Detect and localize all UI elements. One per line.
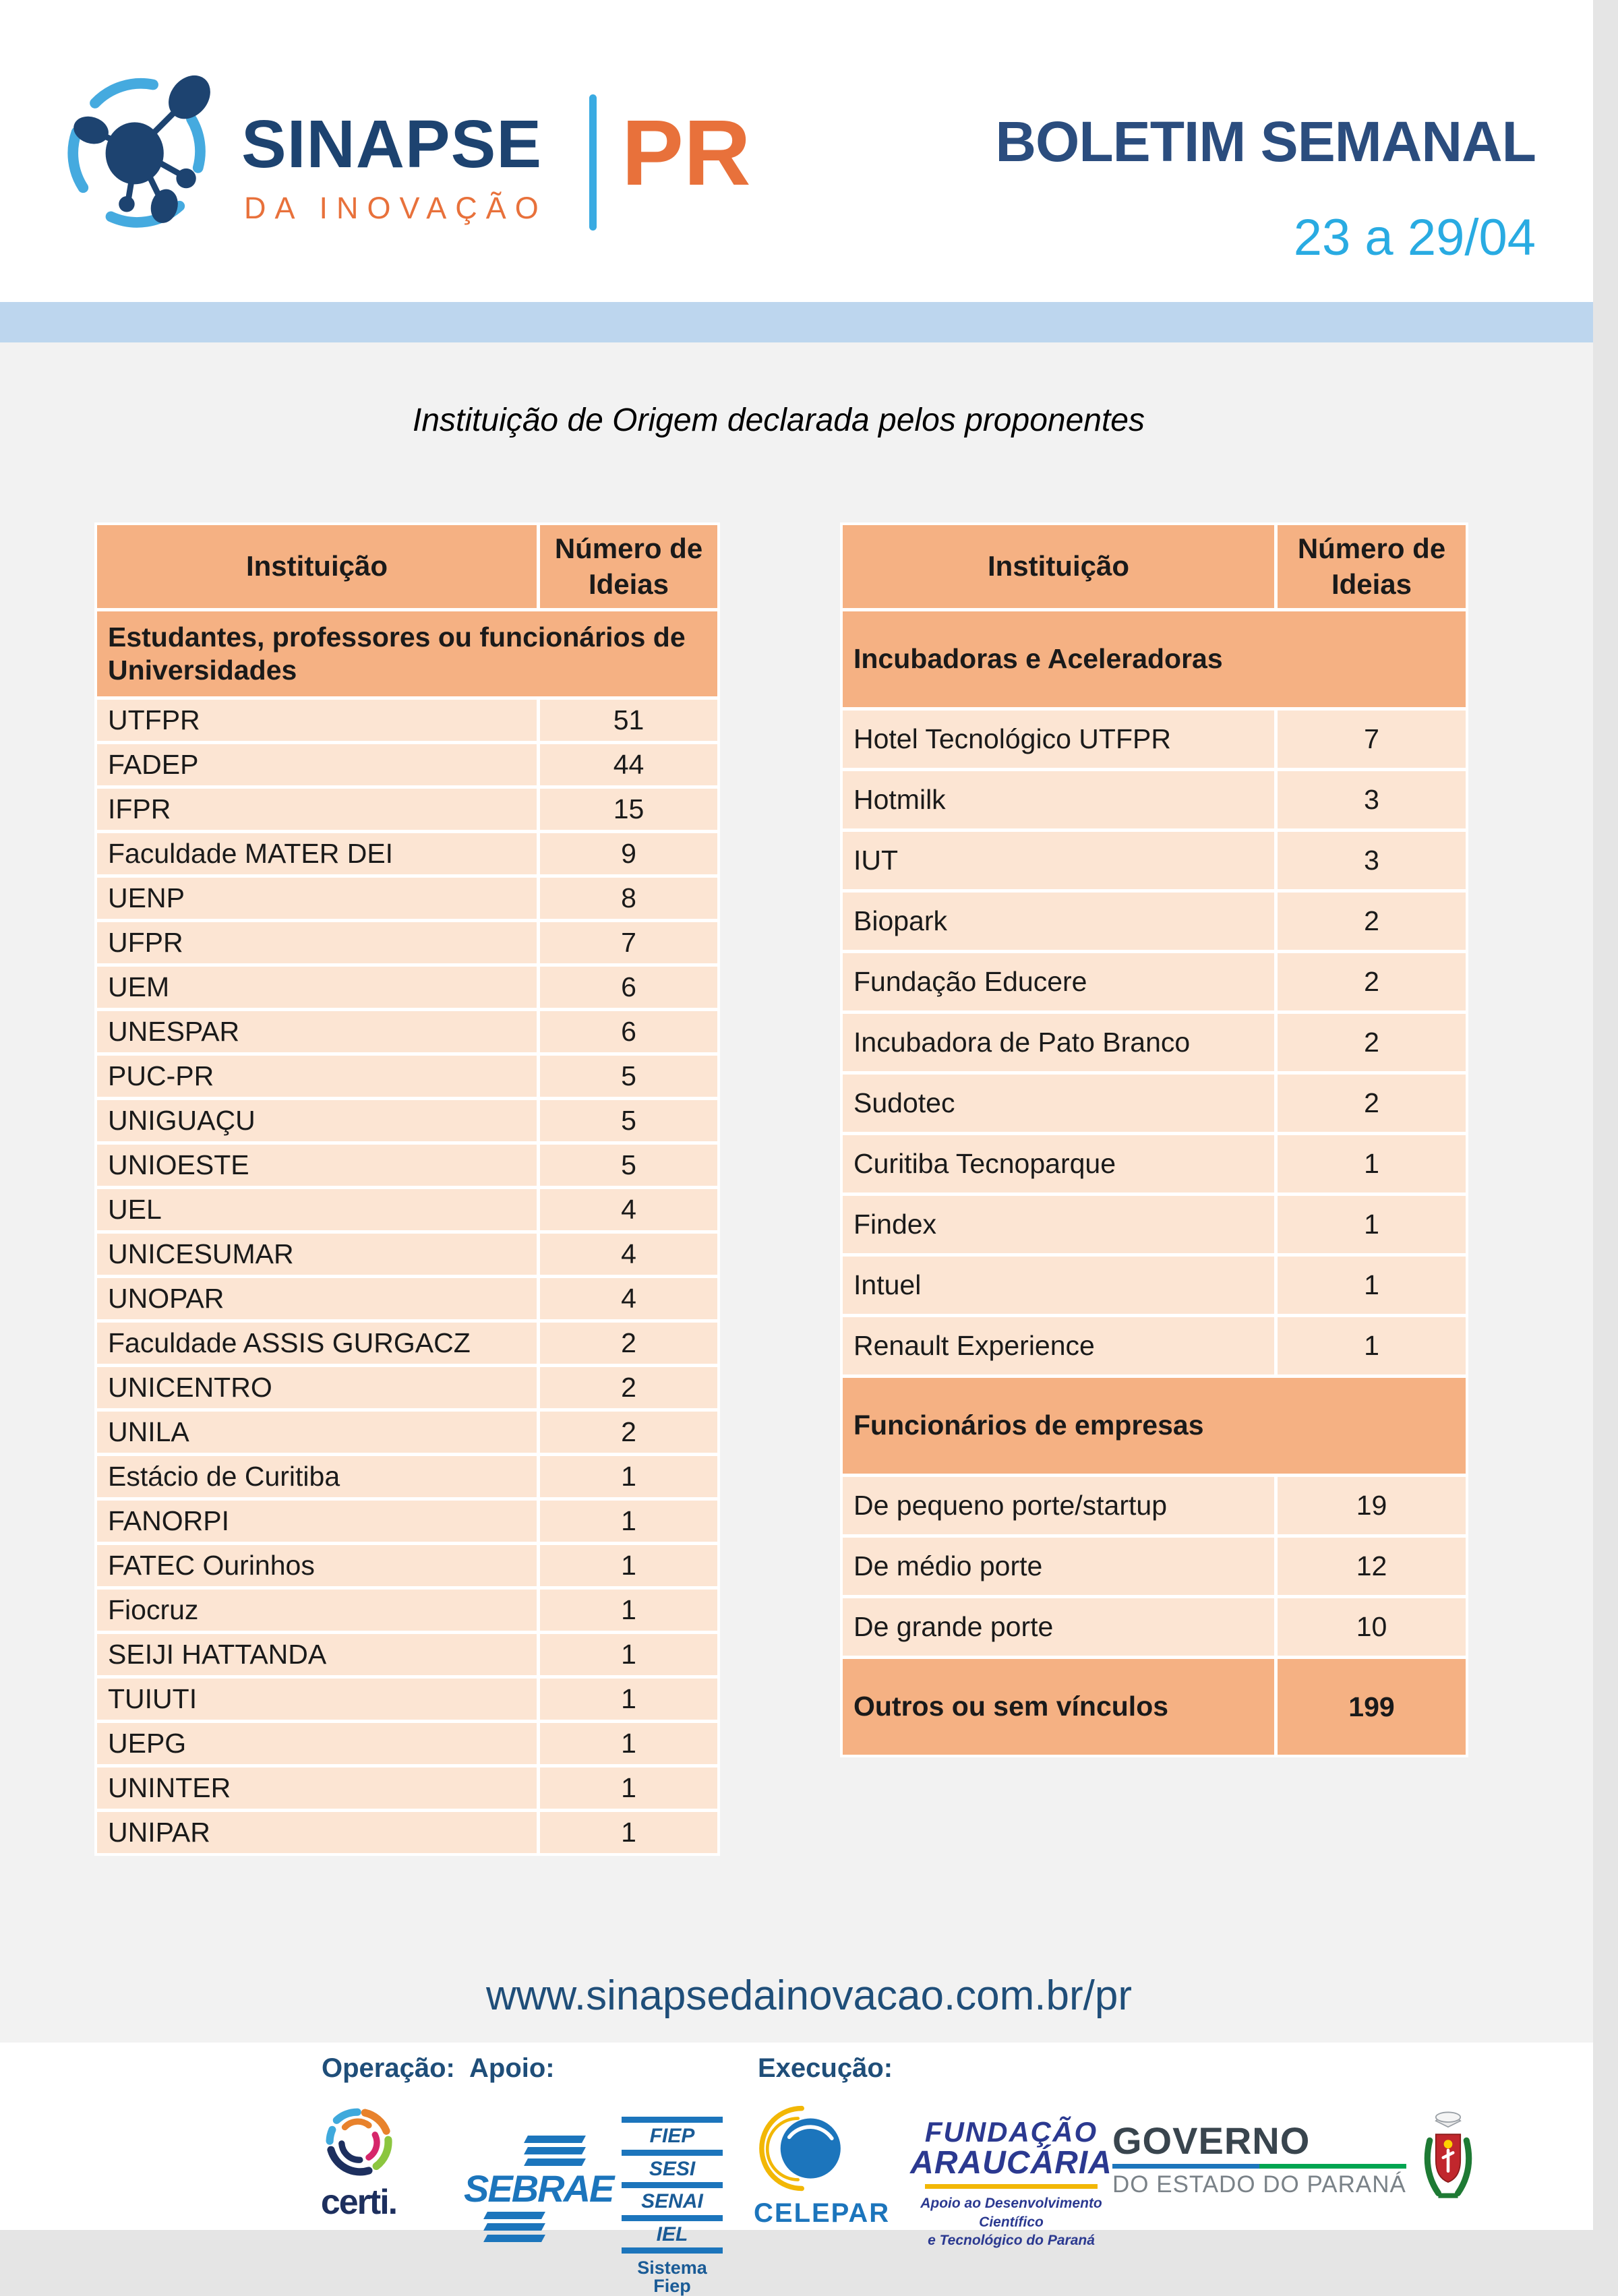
table-row: [843, 771, 1466, 828]
certi-icon: [321, 2105, 396, 2180]
institution-cell: Incubadora de Pato Branco: [843, 1014, 1274, 1071]
table-row: [97, 1545, 717, 1586]
table-row: [97, 967, 717, 1008]
bulletin-title: BOLETIM SEMANAL: [995, 110, 1536, 173]
column-header-ideas: Número de Ideias: [540, 525, 717, 608]
institution-cell: Incubadoras e Aceleradoras: [843, 611, 1466, 707]
table-row: [97, 922, 717, 963]
table-row: [97, 1768, 717, 1809]
execution-label: Execução:: [758, 2053, 893, 2083]
fundacao-wordmark: FUNDAÇÃO: [924, 2116, 1098, 2148]
table-row: [97, 878, 717, 919]
ideas-count-cell: 7: [1278, 711, 1466, 768]
table-row: [843, 832, 1466, 889]
institution-cell: UENP: [97, 878, 537, 919]
table-row: [97, 1679, 717, 1720]
column-header-institution: Instituição: [843, 525, 1274, 608]
table-row: [97, 1234, 717, 1275]
ideas-count-cell: 1: [540, 1723, 717, 1764]
certi-wordmark: certi.: [320, 2183, 397, 2222]
table-row: [843, 1257, 1466, 1314]
ideas-count-cell: 1: [540, 1812, 717, 1853]
institution-cell: UEL: [97, 1189, 537, 1230]
fundacao-araucaria-logo: [910, 2118, 1112, 2249]
header: [0, 0, 1593, 302]
institution-cell: UNOPAR: [97, 1278, 537, 1319]
bulletin-date-range: 23 a 29/04: [1293, 209, 1536, 266]
ideas-count-cell: 10: [1278, 1598, 1466, 1656]
website-url-link[interactable]: www.sinapsedainovacao.com.br/pr: [485, 1972, 1133, 2019]
sebrae-logo: [464, 2136, 613, 2242]
institution-cell: Faculdade ASSIS GURGACZ: [97, 1323, 537, 1364]
institution-cell: IFPR: [97, 789, 537, 830]
brand-name: SINAPSE: [241, 107, 543, 182]
institution-cell: UEPG: [97, 1723, 537, 1764]
table-row: [843, 611, 1466, 707]
column-header-institution: Instituição: [97, 525, 537, 608]
ideas-count-cell: 1: [540, 1545, 717, 1586]
table-row: [843, 711, 1466, 768]
institution-cell: UTFPR: [97, 700, 537, 741]
institution-cell: UFPR: [97, 922, 537, 963]
sistema-fiep-logo: [622, 2114, 723, 2295]
ideas-count-cell: 7: [540, 922, 717, 963]
ideas-count-cell: 1: [1278, 1257, 1466, 1314]
table-row: [843, 1317, 1466, 1374]
table-row: [843, 1598, 1466, 1656]
support-label: Apoio:: [469, 2053, 555, 2083]
table-row: [843, 1378, 1466, 1474]
table-row: [97, 833, 717, 874]
table-row: [843, 1538, 1466, 1595]
institution-cell: Curitiba Tecnoparque: [843, 1135, 1274, 1192]
ideas-count-cell: 5: [540, 1056, 717, 1097]
ideas-count-cell: 199: [1278, 1659, 1466, 1755]
institution-cell: UNILA: [97, 1412, 537, 1453]
ideas-count-cell: 2: [1278, 1075, 1466, 1132]
fiep-divider: [622, 2215, 723, 2221]
ideas-count-cell: 4: [540, 1189, 717, 1230]
ideas-count-cell: 19: [1278, 1477, 1466, 1534]
parana-coat-of-arms-icon: [1417, 2109, 1479, 2210]
institution-cell: Hotmilk: [843, 771, 1274, 828]
ideas-count-cell: 1: [540, 1634, 717, 1675]
senai-wordmark: SENAI: [641, 2190, 703, 2212]
institution-cell: Intuel: [843, 1257, 1274, 1314]
institution-cell: IUT: [843, 832, 1274, 889]
araucaria-tagline-1: Apoio ao Desenvolvimento Científico: [920, 2196, 1102, 2230]
page-title: Instituição de Origem declarada pelos proponentes: [413, 402, 1145, 438]
fiep-divider: [622, 2247, 723, 2254]
institution-cell: TUIUTI: [97, 1679, 537, 1720]
institution-cell: De grande porte: [843, 1598, 1274, 1656]
ideas-count-cell: 5: [540, 1100, 717, 1141]
institution-cell: UNICESUMAR: [97, 1234, 537, 1275]
table-row: [97, 1189, 717, 1230]
table-row: [843, 1014, 1466, 1071]
institution-cell: FANORPI: [97, 1501, 537, 1542]
table-row: [843, 1659, 1466, 1755]
institutions-table-left: [94, 522, 720, 1856]
governo-subtitle: DO ESTADO DO PARANÁ: [1112, 2171, 1406, 2198]
ideas-count-cell: 1: [540, 1679, 717, 1720]
ideas-count-cell: 1: [1278, 1317, 1466, 1374]
ideas-count-cell: 4: [540, 1234, 717, 1275]
ideas-count-cell: 12: [1278, 1538, 1466, 1595]
institution-cell: UNINTER: [97, 1768, 537, 1809]
ideas-count-cell: 51: [540, 700, 717, 741]
araucaria-wordmark: ARAUCÁRIA: [910, 2145, 1112, 2181]
table-row: [97, 1456, 717, 1497]
institution-cell: De pequeno porte/startup: [843, 1477, 1274, 1534]
iel-wordmark: IEL: [656, 2223, 688, 2245]
institution-cell: Estudantes, professores ou funcionários de Universidades: [97, 611, 717, 696]
table-row: [97, 789, 717, 830]
table-row: [97, 1812, 717, 1853]
table-header-row: [97, 525, 717, 608]
table-header-row: [843, 525, 1466, 608]
table-row: [97, 744, 717, 785]
table-row: [97, 1501, 717, 1542]
institutions-table-right: [840, 522, 1468, 1757]
governo-wordmark: GOVERNO: [1112, 2119, 1311, 2162]
certi-logo: [311, 2105, 406, 2220]
ideas-count-cell: 15: [540, 789, 717, 830]
fiep-divider: [622, 2182, 723, 2188]
ideas-count-cell: 9: [540, 833, 717, 874]
institution-cell: UNICENTRO: [97, 1367, 537, 1408]
institution-cell: Faculdade MATER DEI: [97, 833, 537, 874]
table-row: [843, 1075, 1466, 1132]
institution-cell: Fundação Educere: [843, 953, 1274, 1010]
ideas-count-cell: 1: [540, 1768, 717, 1809]
brand-region: PR: [622, 101, 751, 205]
celepar-logo: [754, 2102, 891, 2228]
celepar-wordmark: CELEPAR: [754, 2198, 891, 2228]
ideas-count-cell: 4: [540, 1278, 717, 1319]
institution-cell: Biopark: [843, 893, 1274, 950]
ideas-count-cell: 2: [1278, 1014, 1466, 1071]
ideas-count-cell: 1: [1278, 1135, 1466, 1192]
table-row: [843, 893, 1466, 950]
governo-divider: [1112, 2164, 1406, 2169]
institution-cell: FATEC Ourinhos: [97, 1545, 537, 1586]
ideas-count-cell: 2: [540, 1367, 717, 1408]
sebrae-wordmark: SEBRAE: [464, 2167, 613, 2210]
table-row: [97, 1723, 717, 1764]
celepar-icon: [760, 2102, 848, 2196]
ideas-count-cell: 2: [540, 1323, 717, 1364]
ideas-count-cell: 3: [1278, 832, 1466, 889]
institution-cell: FADEP: [97, 744, 537, 785]
ideas-count-cell: 6: [540, 1011, 717, 1052]
table-row: [97, 1634, 717, 1675]
institution-cell: Funcionários de empresas: [843, 1378, 1466, 1474]
institution-cell: Estácio de Curitiba: [97, 1456, 537, 1497]
table-row: [97, 611, 717, 696]
sistema-fiep-caption: Sistema Fiep: [637, 2258, 707, 2296]
institution-cell: PUC-PR: [97, 1056, 537, 1097]
governo-text-block: [1112, 2119, 1406, 2198]
institution-cell: UNESPAR: [97, 1011, 537, 1052]
table-row: [843, 953, 1466, 1010]
institution-cell: UNIGUAÇU: [97, 1100, 537, 1141]
institution-cell: Findex: [843, 1196, 1274, 1253]
table-row: [843, 1135, 1466, 1192]
header-accent-band: [0, 302, 1593, 342]
araucaria-underline: [925, 2184, 1098, 2189]
table-row: [843, 1477, 1466, 1534]
fiep-divider: [622, 2150, 723, 2156]
ideas-count-cell: 1: [1278, 1196, 1466, 1253]
sinapse-molecule-icon: [62, 67, 220, 236]
institution-cell: Renault Experience: [843, 1317, 1274, 1374]
brand-divider: [589, 94, 597, 231]
ideas-count-cell: 6: [540, 967, 717, 1008]
ideas-count-cell: 1: [540, 1590, 717, 1631]
table-row: [97, 1011, 717, 1052]
institution-cell: UNIPAR: [97, 1812, 537, 1853]
institution-cell: De médio porte: [843, 1538, 1274, 1595]
institution-cell: Sudotec: [843, 1075, 1274, 1132]
column-header-ideas: Número de Ideias: [1278, 525, 1466, 608]
ideas-count-cell: 3: [1278, 771, 1466, 828]
operation-label: Operação:: [322, 2053, 455, 2083]
table-row: [97, 1100, 717, 1141]
institution-cell: SEIJI HATTANDA: [97, 1634, 537, 1675]
araucaria-tagline-2: e Tecnológico do Paraná: [928, 2232, 1095, 2248]
institution-cell: Hotel Tecnológico UTFPR: [843, 711, 1274, 768]
sebrae-bars-bottom: [464, 2212, 605, 2242]
table-row: [97, 1145, 717, 1186]
fiep-wordmark: FIEP: [649, 2125, 695, 2147]
table-row: [97, 1590, 717, 1631]
ideas-count-cell: 1: [540, 1456, 717, 1497]
ideas-count-cell: 2: [1278, 893, 1466, 950]
brand-subtitle: DA INOVAÇÃO: [244, 191, 547, 225]
table-row: [97, 1278, 717, 1319]
ideas-count-cell: 44: [540, 744, 717, 785]
ideas-count-cell: 2: [540, 1412, 717, 1453]
table-row: [97, 700, 717, 741]
ideas-count-cell: 1: [540, 1501, 717, 1542]
sebrae-bars-top: [464, 2136, 605, 2166]
ideas-count-cell: 2: [1278, 953, 1466, 1010]
institution-cell: UEM: [97, 967, 537, 1008]
sesi-wordmark: SESI: [649, 2157, 696, 2180]
table-row: [97, 1367, 717, 1408]
fiep-divider: [622, 2117, 723, 2123]
table-row: [97, 1056, 717, 1097]
institution-cell: Fiocruz: [97, 1590, 537, 1631]
governo-parana-logo: [1112, 2109, 1479, 2210]
institution-cell: Outros ou sem vínculos: [843, 1659, 1274, 1755]
table-row: [97, 1323, 717, 1364]
institution-cell: UNIOESTE: [97, 1145, 537, 1186]
table-row: [97, 1412, 717, 1453]
ideas-count-cell: 5: [540, 1145, 717, 1186]
table-row: [843, 1196, 1466, 1253]
ideas-count-cell: 8: [540, 878, 717, 919]
